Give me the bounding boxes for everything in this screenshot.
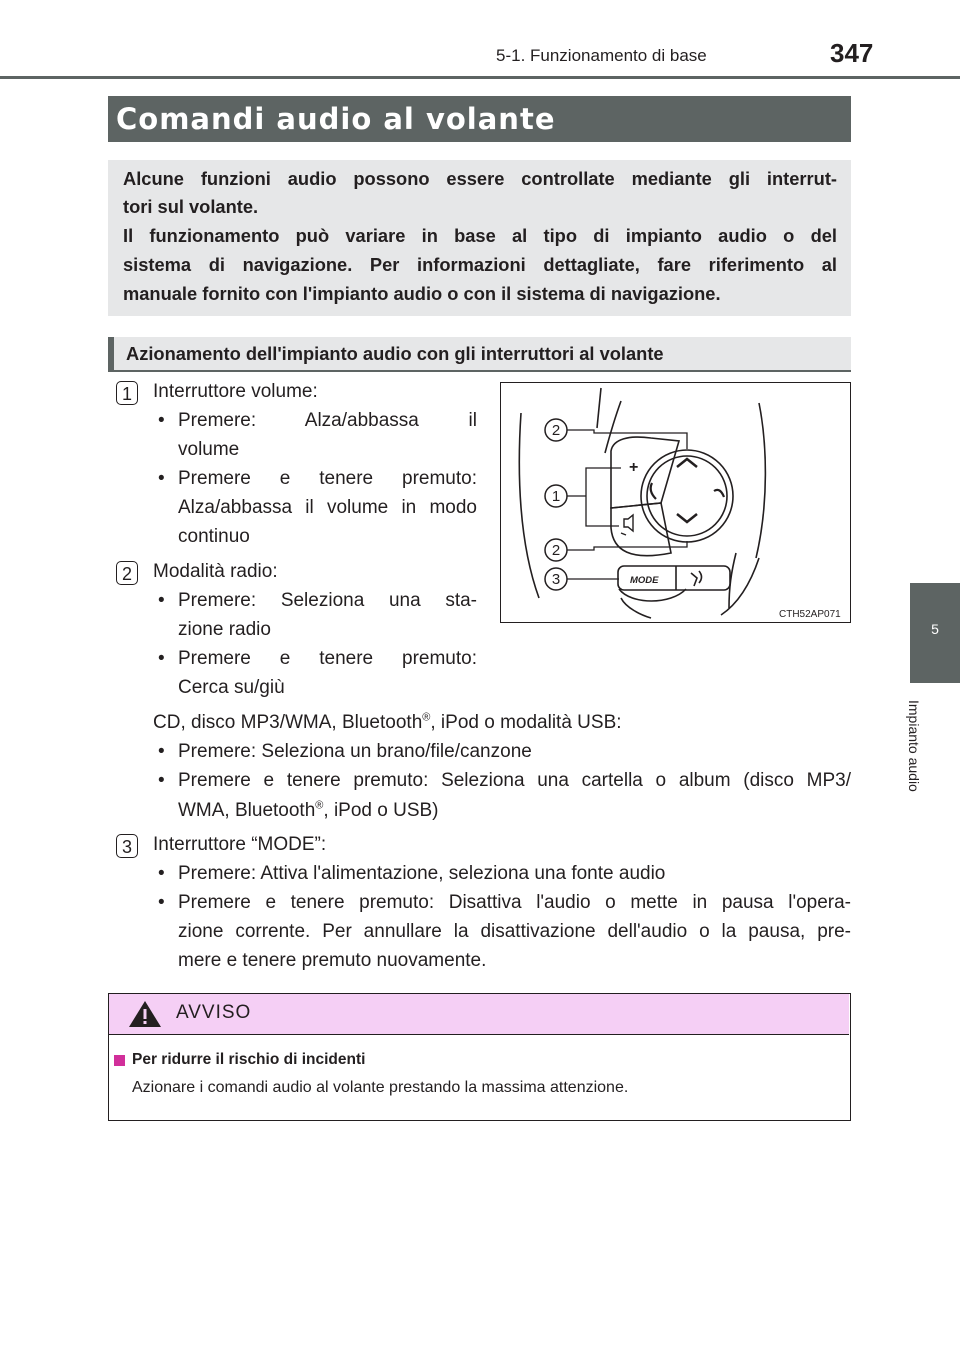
running-header: 5-1. Funzionamento di base bbox=[496, 46, 707, 65]
item-2-sb2-line1: Premere e tenere premuto: Seleziona una cartella o album (disco MP3/ bbox=[178, 770, 851, 791]
steering-switch-figure bbox=[500, 382, 851, 623]
section-heading-bar bbox=[108, 337, 851, 372]
chevron-down-icon bbox=[677, 514, 697, 522]
page-number: 347 bbox=[830, 38, 874, 68]
voice-command-icon bbox=[691, 571, 702, 586]
warning-heading: Per ridurre il rischio di incidenti bbox=[132, 1051, 366, 1068]
chapter-label-text: Impianto audio bbox=[906, 700, 922, 792]
bullet: • bbox=[158, 770, 165, 791]
item-2-title: Modalità radio: bbox=[153, 561, 278, 582]
intro-line: Alcune funzioni audio possono essere controllate mediante gli interrut- bbox=[123, 168, 837, 189]
mode-label: MODE bbox=[630, 575, 659, 586]
bullet: • bbox=[158, 892, 165, 913]
item-2-sb2-line2 bbox=[178, 796, 439, 825]
item-3-b2-line1: Premere e tenere premuto: Disattiva l'audio o mette in pausa l'opera- bbox=[178, 892, 851, 913]
page-title: Comandi audio al volante bbox=[116, 102, 556, 136]
item-2-b1-line1: Premere: Seleziona una sta- bbox=[178, 590, 477, 611]
item-2-b2-line1: Premere e tenere premuto: bbox=[178, 648, 477, 669]
subtitle-part: , iPod o modalità USB: bbox=[430, 712, 622, 733]
warning-bullet-square bbox=[114, 1055, 125, 1066]
intro-line: Il funzionamento può variare in base al tipo di impianto audio o del bbox=[123, 225, 837, 246]
volume-down-switch bbox=[611, 503, 671, 556]
intro-line: sistema di navigazione. Per informazioni dettagliate, fare riferimento al bbox=[123, 254, 837, 275]
steering-switch-drawing bbox=[501, 383, 849, 621]
bullet: • bbox=[158, 590, 165, 611]
bullet: • bbox=[158, 741, 165, 762]
item-1-b2-line2: Alza/abbassa il volume in modo bbox=[178, 497, 477, 518]
item-2-b1-line2: zione radio bbox=[178, 619, 271, 640]
phone-pickup-icon bbox=[651, 483, 656, 499]
volume-up-switch bbox=[611, 437, 679, 508]
item-number-2: 2 bbox=[116, 561, 138, 585]
item-1-b1-line2: volume bbox=[178, 439, 240, 460]
section-heading: Azionamento dell'impianto audio con gli interruttori al volante bbox=[126, 343, 664, 364]
item-3-title: Interruttore “MODE”: bbox=[153, 834, 327, 855]
item-1-b2-line1: Premere e tenere premuto: bbox=[178, 468, 477, 489]
item-1-b1-line1: Premere: Alza/abbassa il bbox=[178, 410, 477, 431]
volume-plus-label: + bbox=[629, 459, 639, 476]
chapter-number: 5 bbox=[931, 621, 939, 637]
warning-triangle-icon bbox=[127, 999, 163, 1029]
registered-mark: ® bbox=[422, 711, 431, 724]
speaker-icon bbox=[624, 515, 633, 531]
callout-3: 3 bbox=[551, 571, 561, 588]
intro-line: manuale fornito con l'impianto audio o con il sistema di navigazione. bbox=[123, 283, 721, 304]
line-part: , iPod o USB) bbox=[323, 800, 439, 821]
header-rule bbox=[0, 76, 960, 79]
warning-header bbox=[109, 994, 849, 1035]
warning-title: AVVISO bbox=[176, 1002, 252, 1023]
registered-mark: ® bbox=[315, 799, 324, 812]
callout-2-top: 2 bbox=[551, 422, 561, 439]
item-3-b2-line2: zione corrente. Per annullare la disattivazione dell'audio o la pausa, pre- bbox=[178, 921, 851, 942]
item-1-title: Interruttore volume: bbox=[153, 381, 318, 402]
callout-2-bottom: 2 bbox=[551, 542, 561, 559]
phone-hangup-icon bbox=[714, 490, 724, 497]
subtitle-part: CD, disco MP3/WMA, Bluetooth bbox=[153, 712, 423, 733]
line-part: WMA, Bluetooth bbox=[178, 800, 316, 821]
section-heading-accent bbox=[108, 337, 114, 370]
bullet: • bbox=[158, 648, 165, 669]
bullet: • bbox=[158, 468, 165, 489]
intro-box bbox=[108, 160, 851, 316]
item-2-subtitle bbox=[153, 708, 622, 737]
warning-body: Azionare i comandi audio al volante prestando la massima attenzione. bbox=[132, 1079, 629, 1096]
callout-1: 1 bbox=[551, 488, 561, 505]
item-2-b2-line2: Cerca su/giù bbox=[178, 677, 285, 698]
item-2-sb1: Premere: Seleziona un brano/file/canzone bbox=[178, 741, 532, 762]
item-3-b1: Premere: Attiva l'alimentazione, seleziona una fonte audio bbox=[178, 863, 666, 884]
wheel-rim bbox=[519, 413, 539, 598]
item-1-b2-line3: continuo bbox=[178, 526, 250, 547]
bullet: • bbox=[158, 863, 165, 884]
item-3-b2-line3: mere e tenere premuto nuovamente. bbox=[178, 950, 487, 971]
intro-line: tori sul volante. bbox=[123, 196, 259, 217]
chevron-up-icon bbox=[677, 459, 697, 467]
item-number-1: 1 bbox=[116, 381, 138, 405]
item-number-3: 3 bbox=[116, 834, 138, 858]
figure-code: CTH52AP071 bbox=[779, 609, 841, 620]
bullet: • bbox=[158, 410, 165, 431]
chapter-label bbox=[904, 700, 926, 850]
